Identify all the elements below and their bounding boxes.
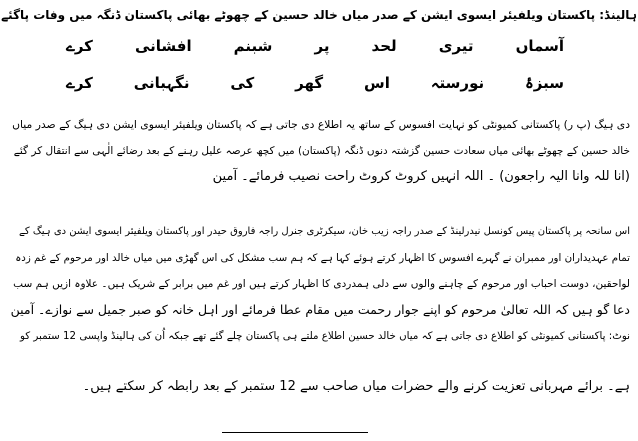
text-line: نوٹ: پاکستانی کمیونٹی کو اطلاع دی جاتی ہے کہ میاں خالد حسین اطلاع ملتے ہی پاکستان چلے گئے تھے جبکہ اُن کی ہالینڈ واپسی 12 ستمبر کو (19, 330, 630, 342)
verse-word: سبزۂ (525, 74, 564, 92)
verse-line-2 (66, 71, 564, 95)
verse-word: تیری (438, 37, 474, 55)
verse-word: کی (230, 74, 255, 92)
text-line: ہے۔ برائے مہربانی تعزیت کرنے والے حضرات میاں صاحب سے 12 ستمبر کے بعد رابطہ کر سکتے ہیں۔ (82, 379, 630, 394)
paragraph-announcement (8, 112, 630, 190)
paragraph-note (8, 374, 630, 400)
text-line: دی ہیگ (پ ر) پاکستانی کمیونٹی کو نہایت افسوس کے ساتھ یہ اطلاع دی جاتی ہے کہ پاکستان ویلفیئر ایسوی ایشن دی ہیگ کے صدر میاں (12, 118, 630, 131)
verse-word: افشانی (134, 37, 192, 55)
verse-word: پر (314, 37, 330, 55)
verse-word: شبنم (233, 37, 273, 55)
verse-line-1 (66, 34, 564, 58)
text-line: اس سانحہ پر پاکستان پیس کونسل نیدرلینڈ کے صدر راجہ زیب خان، سیکرٹری جنرل راجہ فاروق حیدر اور پاکستان ویلفیئر ایسوی ایشن دی ہیگ کے (19, 226, 630, 237)
bottom-divider (222, 432, 368, 433)
verse-word: نگہبانی (133, 74, 190, 92)
text-line: تمام عہدیداران اور ممبران نے گہرے افسوس کا اظہار کرتے ہوئے کہا ہے کہ ہم سب مشکل کی اس گھڑی میں میاں خالد اور مرحوم کے غم زدہ (15, 252, 630, 264)
verse-word: کرے (66, 74, 93, 92)
verse-word: کرے (66, 37, 93, 55)
verse-word: آسماں (515, 37, 564, 55)
text-line: لواحقین، دوست احباب اور مرحوم کے چاہنے والوں سے دلی ہمدردی کا اظہار کرتے ہیں اور غم میں برابر کے شریک ہیں۔ علاوہ ازیں ہم سب (13, 278, 630, 290)
verse-word: اس (364, 74, 390, 92)
headline: ہالینڈ: پاکستان ویلفیئر ایسوی ایشن کے صدر میاں خالد حسین کے چھوٹے بھائی پاکستان ڈنگہ میں وفات پاگئے (1, 8, 637, 22)
text-line: خالد حسین کے چھوٹے بھائی میاں سعادت حسین گزشتہ دنوں ڈنگہ (پاکستان) میں کچھ عرصہ علیل رہنے کے بعد رضائے الٰہی سے انتقال کر گئے (13, 145, 630, 157)
verse-word: نورستہ (430, 74, 485, 92)
verse-word: گھر (295, 74, 324, 92)
text-line: (انا للہ وانا الیہ راجعون) ۔ اللہ انہیں کروٹ کروٹ راحت نصیب فرمائے۔ آمین (212, 169, 630, 184)
text-line: دعا گو ہیں کہ اللہ تعالیٰ مرحوم کو اپنے جوار رحمت میں مقام عطا فرمائے اور اہل خانہ کو صبر جمیل سے نوازے۔ آمین (10, 302, 630, 317)
paragraph-condolences (8, 219, 630, 349)
verse-word: لحد (371, 37, 397, 55)
